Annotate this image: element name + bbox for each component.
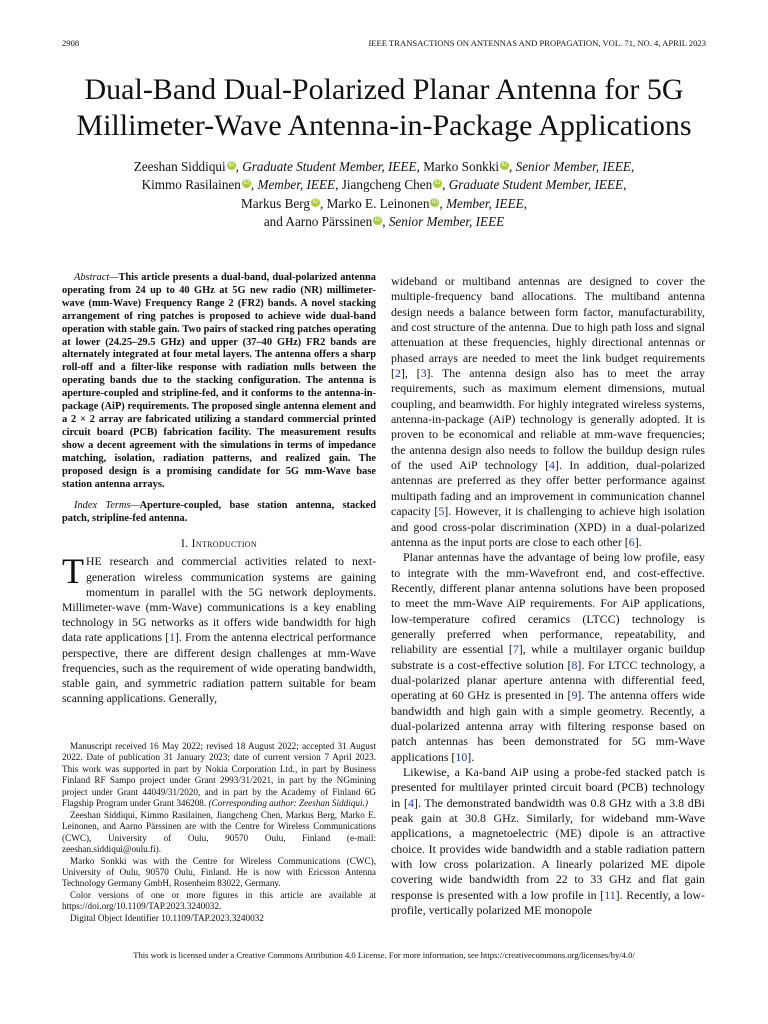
index-terms — [62, 500, 376, 526]
orcid-icon[interactable]: iD — [501, 162, 508, 168]
author-role: Member, IEEE — [446, 195, 524, 211]
intro-paragraph: THE research and commercial activities related to next-generation wireless communication systems are gaining momentum in parallel with the 5G network deployments. Millimeter-wave (mm-Wave) communications is a key enabling technology in 5G networks as it offers wide bandwidth for high data rate applications [1]. From the antenna electrical performance perspective, there are different design challenges at mm-Wave frequencies, such as the requirement of wide operating bandwidth, stable gain, and symmetric radiation pattern suitable for beam scanning applications. Generally, — [62, 551, 376, 706]
author-name: Marko E. Leinonen — [326, 195, 430, 211]
left-column — [62, 272, 376, 706]
author-name: Markus Berg — [240, 195, 310, 211]
author-line-3: Markus Berg iD , Marko E. Leinonen iD , Member, IEEE, — [240, 195, 527, 211]
author-name: Marko Sonkki — [423, 159, 500, 174]
citation-link[interactable]: 10 — [455, 749, 468, 764]
footnote-sonkki: Marko Sonkki was with the Centre for Wireless Communications (CWC), University of Oulu, 90570 Oulu, Finland. He is now with Ericsson Antenna Technology Germany GmbH, Rosenheim 83022, Germany. — [62, 855, 376, 889]
footnote-affiliations: Zeeshan Siddiqui, Kimmo Rasilainen, Jiangcheng Chen, Markus Berg, Marko E. Leinonen, and Aarno Pärssinen are with the Centre for Wireless Communications (CWC), University of Oulu, 90570 Oulu, Finland (e-mail: zeeshan.siddiqui@oulu.fi). — [62, 809, 376, 855]
title-line-1: Dual-Band Dual-Polarized Planar Antenna for 5G — [84, 73, 684, 106]
body-paragraph: Planar antennas have the advantage of being low profile, easy to integrate with the mm-Wavefront end, and cost-effective. Recently, different planar antenna solutions have been proposed to meet the mm-Wave AiP requirements. For AiP applications, low-temperature cofired ceramics (LTCC) technology is generally preferred when performance, repeatability, and reliability are essential [7], while a multilayer organic buildup substrate is a cost-effective solution [8]. For LTCC technology, a dual-polarized planar aperture antenna with differential feed, operating at 60 GHz is presented in [9]. The antenna offers wide bandwidth and high gain with a simple geometry. Recently, a dual-polarized antenna array with filtering response based on patch antennas has been demonstrated for 5G mm-Wave applications [10]. — [391, 550, 705, 764]
body-paragraph: Likewise, a Ka-band AiP using a probe-fed stacked patch is presented for multilayer printed circuit board (PCB) technology in [4]. The demonstrated bandwidth was 0.8 GHz with a 3.8 dBi peak gain at 30.8 GHz. Similarly, for wideband mm-Wave applications, a magnetoelectric (ME) dipole is an attractive choice. It provides wide bandwidth and a stable radiation pattern with low cross polarization. A linearly polarized ME dipole covering wide bandwidth from 22 to 33 GHz and flat gain response is presented with a low profile in [11]. Recently, a low-profile, vertically polarized ME monopole — [391, 765, 705, 918]
citation-link[interactable]: 4 — [549, 458, 555, 473]
author-line-1: Zeeshan Siddiqui iD , Graduate Student Member, IEEE, Marko Sonkki iD , Senior Member, IEEE, — [133, 159, 635, 174]
index-terms-label: Index Terms— — [74, 500, 140, 512]
orcid-icon[interactable]: iD — [434, 180, 441, 187]
author-name: Zeeshan Siddiqui — [133, 159, 226, 174]
orcid-icon[interactable]: iD — [432, 198, 438, 205]
section-heading: I. Introduction — [181, 537, 257, 551]
citation-link[interactable]: 7 — [512, 642, 519, 657]
citation-link[interactable]: 9 — [571, 688, 578, 703]
orcid-icon[interactable]: iD — [243, 180, 250, 187]
journal-name: IEEE TRANSACTIONS ON ANTENNAS AND PROPAGATION, VOL. 71, NO. 4, APRIL 2023 — [368, 38, 706, 48]
orcid-icon[interactable]: iD — [374, 217, 381, 224]
author-line-2: Kimmo Rasilainen iD , Member, IEEE, Jiangcheng Chen iD , Graduate Student Member, IEEE, — [141, 177, 627, 193]
citation-link[interactable]: 8 — [571, 657, 578, 672]
author-line-4: and Aarno Pärssinen iD , Senior Member, IEEE — [263, 214, 505, 230]
citation-link[interactable]: 3 — [420, 366, 427, 381]
citation-link[interactable]: 4 — [407, 795, 414, 810]
page-number: 2908 — [62, 38, 80, 48]
footnote-color: Color versions of one or more figures in this article are available at https://doi.org/10.1109/TAP.2023.3240032. — [62, 889, 376, 912]
footnote-doi: Digital Object Identifier 10.1109/TAP.2023.3240032 — [70, 912, 264, 923]
author-name: Jiangcheng Chen — [341, 177, 433, 193]
abstract-text: This article presents a dual-band, dual-polarized antenna operating from 24 up to 40 GHz at 5G new radio (NR) millimeter-wave (mm-Wave) Frequency Range 2 (FR2) bands. A novel stacking arrangement of ring patches is proposed to achieve wide dual-band operation with stable gain. Two pairs of stacked ring patches operating at lower (24.25–29.5 GHz) and upper (37–40 GHz) FR2 bands are alternately integrated at four metal layers. The antenna offers a sharp roll-off and a filter-like response with radiation nulls between the operating bands due to the stacking configuration. The antenna is aperture-coupled and stripline-fed, and it conforms to the antenna-in-package (AiP) requirements. The proposed single antenna element and a 2 × 2 array are fabricated utilizing a standard commercial printed circuit board (PCB) fabrication facility. The measurement results show a decent agreement with the simulations in terms of impedance matching, isolation, radiation patterns, and realized gain. The proposed design is a promising candidate for 5G mm-Wave base station antenna arrays. — [62, 272, 376, 490]
citation-link[interactable]: 1 — [169, 631, 175, 645]
author-role: Graduate Student Member, IEEE — [448, 177, 624, 193]
orcid-icon[interactable]: iD — [228, 162, 234, 168]
author-role: Senior Member, IEEE — [388, 214, 505, 230]
author-role: Member, IEEE — [257, 177, 336, 193]
abstract-label: Abstract— — [74, 272, 119, 283]
citation-link[interactable]: 2 — [394, 366, 401, 381]
body-paragraph: wideband or multiband antennas are designed to cover the multiple-frequency band allocations. The multiband antenna design needs a balance between form factor, manufacturability, and cost structure of the antenna. Due to high path loss and signal attenuation at these frequencies, highly directional antennas or phased arrays are needed to meet the link budget requirements [2], [3]. The antenna design also has to meet the array requirements, such as maximum element dimensions, mutual coupling, and beamwidth. For highly integrated wireless systems, antenna-in-package (AiP) technology is generally adopted. It is proven to be economical and reliable at mm-wave frequencies; the antenna design also needs to follow the buildup design rules of the used AiP technology [4]. In addition, dual-polarized antennas are preferred as they offer better performance against multipath fading and an improvement in communication channel capacity [5]. However, it is challenging to achieve high isolation and good cross-polar discrimination (XPD) in a dual-polarized antenna as the input ports are close to each other [6]. — [391, 274, 705, 549]
orcid-icon[interactable]: iD — [312, 198, 319, 205]
abstract — [62, 272, 376, 491]
citation-link[interactable]: 11 — [604, 887, 616, 902]
drop-cap: T — [62, 551, 84, 592]
footnotes — [62, 741, 376, 924]
citation-link[interactable]: 6 — [628, 534, 635, 549]
citation-link[interactable]: 5 — [438, 504, 445, 519]
paper-title — [0, 72, 768, 144]
footnote-manuscript: Manuscript received 16 May 2022; revised 18 August 2022; accepted 31 August 2022. Date of publication 31 January 2023; date of current version 7 April 2023. This work was supported in part by Nokia Corporation Ltd., in part by Business Finland RF Sampo project under Grant 2993/31/2021, in part by the NGmining project under Grant 44049/31/2020, and in part by the Academy of Finland 6G Flagship Program under Grant 346208. (Corresponding author: Zeeshan Siddiqui.) — [62, 741, 376, 809]
author-name: and Aarno Pärssinen — [263, 214, 373, 230]
title-line-2: Millimeter-Wave Antenna-in-Package Applications — [76, 109, 692, 142]
author-list — [0, 158, 768, 232]
right-column — [391, 274, 705, 918]
license-footer: This work is licensed under a Creative Commons Attribution 4.0 License. For more information, see https://creativecommons.org/licenses/by/4.0/ — [133, 950, 635, 960]
running-header — [62, 38, 706, 48]
author-role: Graduate Student Member, IEEE — [242, 159, 417, 174]
author-role: Senior Member, IEEE — [515, 159, 631, 174]
author-name: Kimmo Rasilainen — [141, 177, 241, 193]
index-terms-text: Aperture-coupled, base station antenna, stacked patch, stripline-fed antenna. — [62, 500, 376, 525]
